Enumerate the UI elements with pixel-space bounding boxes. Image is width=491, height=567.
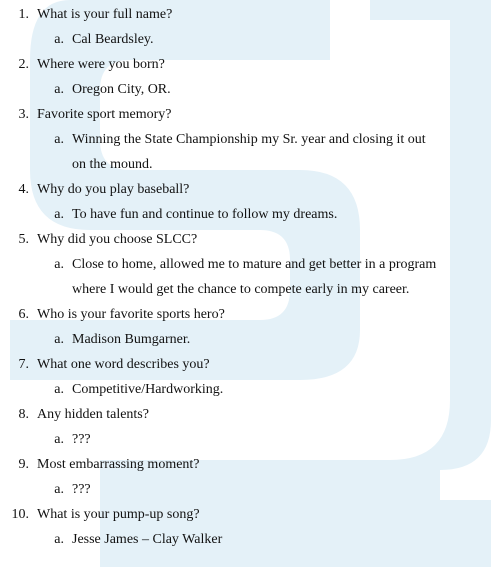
question-number: 8. [18,407,29,422]
question-number: 10. [11,507,29,522]
question-number: 3. [18,107,29,122]
question-text: Why did you choose SLCC? [37,232,198,247]
answer-marker: a. [54,207,64,222]
question-number: 9. [18,457,29,472]
answer-text: Madison Bumgarner. [72,332,191,347]
answer-text: Oregon City, OR. [72,82,171,97]
answer-marker: a. [54,332,64,347]
question-text: What one word describes you? [37,357,210,372]
question-number: 1. [18,7,29,22]
answer-marker: a. [54,132,64,147]
answer-text: Jesse James – Clay Walker [72,532,223,547]
answer-text: Cal Beardsley. [72,32,154,47]
question-text: What is your full name? [37,7,173,22]
question-text: Who is your favorite sports hero? [37,307,225,322]
question-number: 7. [18,357,29,372]
question-number: 4. [18,182,29,197]
question-number: 6. [18,307,29,322]
question-text: Why do you play baseball? [37,182,190,197]
answer-marker: a. [54,432,64,447]
answer-text: ??? [72,482,91,497]
answer-marker: a. [54,257,64,272]
answer-text: Close to home, allowed me to mature and get better in a program [72,257,437,272]
question-text: What is your pump-up song? [37,507,200,522]
answer-text: on the mound. [72,157,153,172]
answer-text: Competitive/Hardworking. [72,382,224,397]
answer-marker: a. [54,532,64,547]
answer-marker: a. [54,82,64,97]
question-text: Where were you born? [37,57,165,72]
answer-marker: a. [54,382,64,397]
question-text: Most embarrassing moment? [37,457,200,472]
answer-marker: a. [54,32,64,47]
question-number: 5. [18,232,29,247]
answer-text: ??? [72,432,91,447]
answer-marker: a. [54,482,64,497]
question-text: Favorite sport memory? [37,107,172,122]
answer-text: where I would get the chance to compete early in my career. [72,282,410,297]
question-text: Any hidden talents? [37,407,149,422]
question-number: 2. [18,57,29,72]
answer-text: To have fun and continue to follow my dreams. [72,207,338,222]
answer-text: Winning the State Championship my Sr. year and closing it out [72,132,426,147]
